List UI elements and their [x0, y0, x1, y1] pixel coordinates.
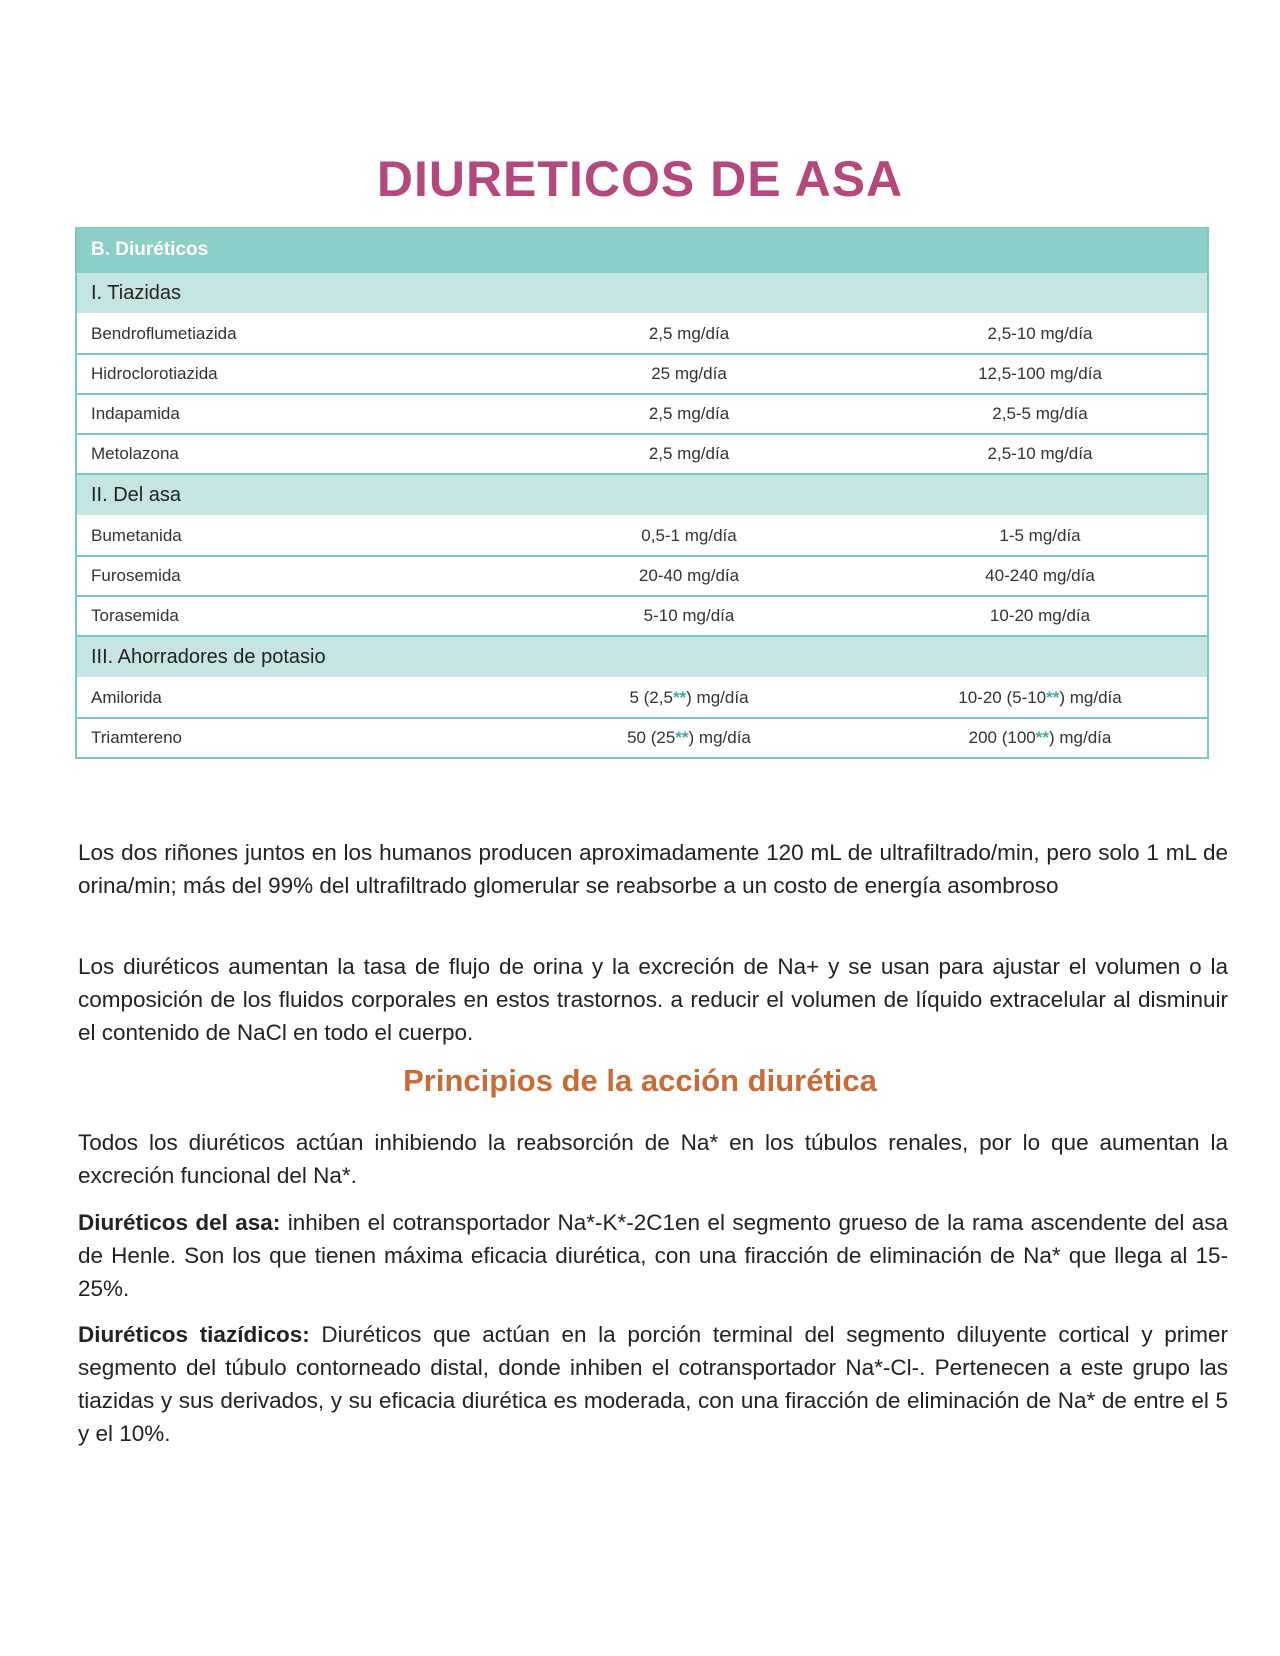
drug-name: Bumetanida	[77, 516, 505, 556]
table-row	[77, 354, 1207, 394]
section-row	[77, 474, 1207, 516]
drug-range: 2,5-10 mg/día	[873, 314, 1207, 354]
section-row	[77, 273, 1207, 314]
drug-dose: 0,5-1 mg/día	[505, 516, 873, 556]
range-part: ) mg/día	[1049, 728, 1112, 747]
thiazide-diuretics-text: Diuréticos que actúan en la porción terminal del segmento diluyente cortical y primer segmento del túbulo contorneado distal, donde inhiben el cotransportador Na*-Cl-. Pertenecen a este grupo las tiazidas y sus derivados, y su eficacia diurética es moderada, con una firacción de eliminación de Na* de entre el 5 y el 10%.	[78, 1322, 1228, 1446]
paragraph-kidney-filtration: Los dos riñones juntos en los humanos producen aproximadamente 120 mL de ultrafiltrado/min, pero solo 1 mL de orina/min; más del 99% del ultrafiltrado glomerular se reabsorbe a un costo de energía asombroso	[78, 840, 1228, 898]
dose-part: ) mg/día	[686, 688, 749, 707]
table-row	[77, 718, 1207, 757]
page-title: DIURETICOS DE ASA	[376, 151, 904, 207]
drug-range: 2,5-10 mg/día	[873, 434, 1207, 474]
drug-name: Triamtereno	[91, 728, 183, 747]
dose-part: 50 (25	[627, 728, 676, 747]
table-row	[77, 394, 1207, 434]
drug-dose: 20-40 mg/día	[505, 556, 873, 596]
drug-dose: 25 mg/día	[505, 354, 873, 394]
diuretics-table	[75, 227, 1209, 759]
table-row	[77, 314, 1207, 354]
paragraph-thiazide-diuretics	[78, 1318, 1228, 1450]
drug-dose: 5-10 mg/día	[505, 596, 873, 636]
table-row	[77, 678, 1207, 718]
term-thiazide-diuretics: Diuréticos tiazídicos:	[78, 1322, 310, 1347]
section-row	[77, 636, 1207, 678]
drug-dose: 2,5 mg/día	[505, 314, 873, 354]
table-row	[77, 596, 1207, 636]
loop-diuretics-text: inhiben el cotransportador Na*-K*-2C1en el segmento grueso de la rama ascendente del asa de Henle. Son los que tienen máxima eficacia diurética, con una firacción de eliminación de Na* que llega al 15-25%.	[78, 1210, 1228, 1301]
drug-range: 2,5-5 mg/día	[873, 394, 1207, 434]
table-row	[77, 556, 1207, 596]
table-header-row	[77, 227, 1207, 273]
drug-range	[873, 718, 1207, 757]
drug-range: 1-5 mg/día	[873, 516, 1207, 556]
paragraph-loop-diuretics	[78, 1206, 1228, 1305]
section-label: II. Del asa	[77, 474, 1207, 516]
drug-name: Amilorida	[77, 678, 505, 718]
section-subtitle: Principios de la acción diurética	[403, 1063, 877, 1098]
section-label: I. Tiazidas	[77, 273, 1207, 314]
term-loop-diuretics: Diuréticos del asa:	[78, 1210, 281, 1235]
table-row	[77, 516, 1207, 556]
paragraph-principles: Todos los diuréticos actúan inhibiendo la reabsorción de Na* en los túbulos renales, por lo que aumentan la excreción funcional del Na*.	[78, 1130, 1228, 1188]
range-part: 200 (100	[968, 728, 1036, 747]
paragraph-diuretics-purpose: Los diuréticos aumentan la tasa de flujo de orina y la excreción de Na+ y se usan para ajustar el volumen o la composición de los fluidos corporales en estos trastornos. a reducir el volumen de líquido extracelular al disminuir el contenido de NaCl en todo el cuerpo.	[78, 954, 1228, 1045]
dose-part: 5 (2,5	[629, 688, 673, 707]
drug-dose: 2,5 mg/día	[505, 394, 873, 434]
drug-name: Torasemida	[77, 596, 505, 636]
drug-range: 40-240 mg/día	[873, 556, 1207, 596]
section-label: III. Ahorradores de potasio	[77, 636, 1207, 678]
drug-name: Indapamida	[77, 394, 505, 434]
range-part: 10-20 (5-10	[958, 688, 1047, 707]
drug-range: 10-20 mg/día	[873, 596, 1207, 636]
range-part: ) mg/día	[1059, 688, 1122, 707]
asterisk-note: **	[1035, 728, 1049, 747]
asterisk-note: **	[672, 688, 687, 707]
drug-name: Hidroclorotiazida	[77, 354, 505, 394]
drug-range: 12,5-100 mg/día	[873, 354, 1207, 394]
table-row	[77, 434, 1207, 474]
table-header: B. Diuréticos	[77, 227, 1207, 273]
drug-dose	[505, 678, 873, 718]
asterisk-note: **	[675, 728, 689, 747]
drug-dose: 2,5 mg/día	[505, 434, 873, 474]
drug-dose	[505, 718, 873, 757]
drug-name: Bendroflumetiazida	[77, 314, 505, 354]
asterisk-note: **	[1046, 688, 1060, 707]
drug-name: Metolazona	[77, 434, 505, 474]
drug-name: Furosemida	[77, 556, 505, 596]
dose-part: ) mg/día	[688, 728, 751, 747]
drug-range	[873, 678, 1207, 718]
